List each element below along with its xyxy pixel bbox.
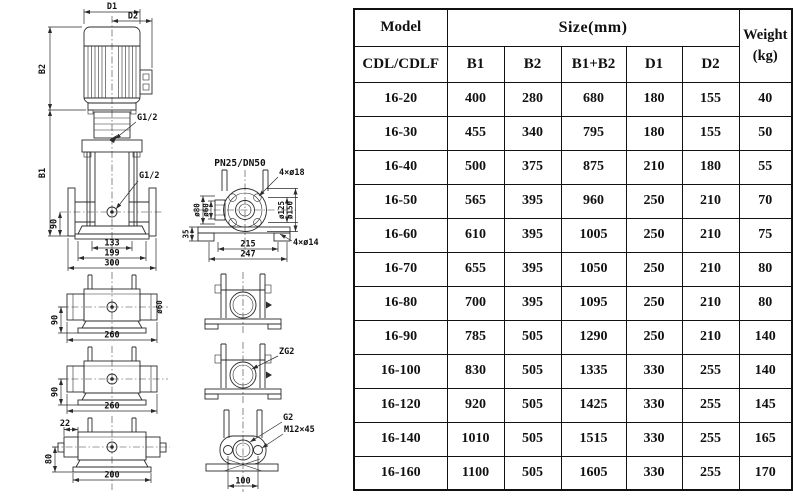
- header-weight-line1: Weight: [743, 27, 788, 44]
- cell-d2: 155: [682, 116, 739, 150]
- header-col-b1: B1: [447, 46, 504, 82]
- m12x45-bolt-label: M12×45: [284, 425, 315, 435]
- spec-table-row: [354, 184, 792, 218]
- dim-133-label: 133: [104, 238, 120, 249]
- cell-d2: 210: [682, 184, 739, 218]
- cell-b1: 610: [447, 218, 504, 252]
- cell-b1: 700: [447, 286, 504, 320]
- cell-d1: 180: [626, 116, 682, 150]
- dia-125-label: ø125: [277, 200, 286, 220]
- cell-model: 16-40: [354, 150, 447, 184]
- cell-b2: 505: [504, 354, 561, 388]
- cell-b1: 1100: [447, 456, 504, 490]
- dim-199-label: 199: [104, 248, 120, 259]
- cell-b1: 785: [447, 320, 504, 354]
- cell-weight: 80: [739, 286, 792, 320]
- cell-b2: 505: [504, 456, 561, 490]
- cell-d1: 210: [626, 150, 682, 184]
- side-view-3: [45, 416, 171, 490]
- side-view-2: [51, 346, 169, 414]
- spec-table-row: [354, 388, 792, 422]
- sv1-dia-60-label: ø60: [155, 300, 164, 314]
- dim-90-label: 90: [49, 218, 60, 230]
- cell-d2: 255: [682, 388, 739, 422]
- dim-d1-label: D1: [106, 2, 118, 12]
- header-model: Model: [354, 9, 447, 46]
- dim-35-label: 35: [181, 229, 191, 239]
- cell-b2: 395: [504, 218, 561, 252]
- sv3-dim-200-label: 200: [104, 470, 120, 481]
- cell-b1: 565: [447, 184, 504, 218]
- cell-d2: 255: [682, 456, 739, 490]
- cell-b1b2: 1005: [561, 218, 626, 252]
- cell-b1: 1010: [447, 422, 504, 456]
- cell-d2: 255: [682, 354, 739, 388]
- sv1-dim-260-label: 260: [104, 330, 120, 341]
- cell-model: 16-30: [354, 116, 447, 150]
- cell-d1: 330: [626, 422, 682, 456]
- cell-weight: 140: [739, 354, 792, 388]
- sv3-dim-22-label: 22: [59, 419, 71, 429]
- spec-table-row: [354, 456, 792, 490]
- cell-weight: 80: [739, 252, 792, 286]
- spec-table-body: [354, 82, 792, 490]
- cell-model: 16-80: [354, 286, 447, 320]
- zg2-thread-label: ZG2: [279, 347, 295, 357]
- front-view: [60, 16, 164, 269]
- cell-d1: 180: [626, 82, 682, 116]
- cell-b1b2: 960: [561, 184, 626, 218]
- cell-b2: 280: [504, 82, 561, 116]
- flange-view: [182, 158, 319, 262]
- cell-b1b2: 1425: [561, 388, 626, 422]
- port-view-1: [205, 272, 281, 333]
- dia-60-label: ø60: [201, 203, 211, 217]
- dim-b1-label: B1: [38, 167, 48, 179]
- cell-d1: 330: [626, 354, 682, 388]
- bolt-holes-bottom-label: 4×ø14: [293, 238, 319, 248]
- cell-d1: 330: [626, 456, 682, 490]
- cell-model: 16-70: [354, 252, 447, 286]
- cell-b2: 340: [504, 116, 561, 150]
- cell-b1: 830: [447, 354, 504, 388]
- cell-model: 16-60: [354, 218, 447, 252]
- header-col-d1: D1: [626, 46, 682, 82]
- dim-300-label: 300: [104, 258, 120, 269]
- cell-d2: 210: [682, 252, 739, 286]
- cell-b2: 395: [504, 286, 561, 320]
- sv2-dim-260-label: 260: [104, 401, 120, 412]
- cell-weight: 170: [739, 456, 792, 490]
- cell-weight: 40: [739, 82, 792, 116]
- spec-table-row: [354, 252, 792, 286]
- cell-d1: 250: [626, 252, 682, 286]
- side-view-1: [51, 272, 169, 343]
- cell-b1: 400: [447, 82, 504, 116]
- header-model-sub: CDL/CDLF: [354, 46, 447, 82]
- port-g12-upper-label: G1/2: [137, 113, 158, 123]
- cell-b1b2: 1290: [561, 320, 626, 354]
- cell-model: 16-50: [354, 184, 447, 218]
- cell-d2: 210: [682, 320, 739, 354]
- cell-b1: 655: [447, 252, 504, 286]
- spec-table-row: [354, 422, 792, 456]
- spec-table-row: [354, 286, 792, 320]
- dim-100-label: 100: [235, 476, 251, 487]
- cell-b1: 920: [447, 388, 504, 422]
- cell-weight: 70: [739, 184, 792, 218]
- cell-d1: 250: [626, 218, 682, 252]
- header-col-b1b2: B1+B2: [561, 46, 626, 82]
- sv1-dim-90-label: 90: [50, 314, 61, 326]
- dim-247-label: 247: [240, 249, 256, 260]
- cell-weight: 140: [739, 320, 792, 354]
- sv2-dim-90-label: 90: [50, 386, 61, 398]
- spec-table-row: [354, 82, 792, 116]
- port-view-2: [205, 342, 294, 403]
- cell-b2: 375: [504, 150, 561, 184]
- cell-d2: 180: [682, 150, 739, 184]
- spec-table-pane: [353, 8, 793, 491]
- cell-d2: 155: [682, 82, 739, 116]
- cell-d1: 250: [626, 286, 682, 320]
- cell-weight: 55: [739, 150, 792, 184]
- cell-b1: 455: [447, 116, 504, 150]
- flange-title: PN25/DN50: [214, 158, 266, 169]
- cell-b1b2: 1095: [561, 286, 626, 320]
- dia-150-label: ø150: [285, 200, 295, 220]
- port-g12-lower-label: G1/2: [139, 171, 160, 181]
- cell-b1b2: 680: [561, 82, 626, 116]
- header-size-group: Size(mm): [447, 9, 739, 46]
- cell-weight: 145: [739, 388, 792, 422]
- spec-table-row: [354, 218, 792, 252]
- cell-d1: 330: [626, 388, 682, 422]
- cell-b2: 505: [504, 422, 561, 456]
- bolt-holes-top-label: 4×ø18: [279, 168, 305, 178]
- cell-d2: 210: [682, 218, 739, 252]
- cell-b1b2: 1515: [561, 422, 626, 456]
- header-col-b2: B2: [504, 46, 561, 82]
- cell-model: 16-120: [354, 388, 447, 422]
- spec-table: [353, 8, 793, 491]
- spec-table-row: [354, 150, 792, 184]
- cell-b2: 395: [504, 184, 561, 218]
- dim-215-label: 215: [240, 239, 256, 250]
- cell-weight: 50: [739, 116, 792, 150]
- cell-d1: 250: [626, 320, 682, 354]
- cell-weight: 165: [739, 422, 792, 456]
- drawing-svg: [0, 0, 352, 500]
- cell-b1b2: 1335: [561, 354, 626, 388]
- port-view-3: [206, 408, 315, 492]
- header-weight-line2: (kg): [752, 47, 778, 64]
- header-weight: [739, 9, 792, 82]
- cell-d2: 255: [682, 422, 739, 456]
- cell-b2: 395: [504, 252, 561, 286]
- dia-80-label: ø80: [192, 203, 202, 217]
- pump-technical-drawing: [0, 0, 352, 500]
- sv3-dim-80-label: 80: [44, 453, 55, 465]
- front-view-dimensions: [38, 2, 159, 271]
- cell-b2: 505: [504, 320, 561, 354]
- cell-d2: 210: [682, 286, 739, 320]
- cell-model: 16-160: [354, 456, 447, 490]
- dim-d2-label: D2: [127, 11, 139, 22]
- cell-b1b2: 1050: [561, 252, 626, 286]
- cell-model: 16-140: [354, 422, 447, 456]
- spec-table-row: [354, 320, 792, 354]
- dim-b2-label: B2: [38, 63, 48, 75]
- cell-b1b2: 795: [561, 116, 626, 150]
- cell-b1: 500: [447, 150, 504, 184]
- cell-d1: 250: [626, 184, 682, 218]
- cell-model: 16-20: [354, 82, 447, 116]
- cell-weight: 75: [739, 218, 792, 252]
- cell-b2: 505: [504, 388, 561, 422]
- spec-table-row: [354, 116, 792, 150]
- spec-table-row: [354, 354, 792, 388]
- header-col-d2: D2: [682, 46, 739, 82]
- cell-model: 16-90: [354, 320, 447, 354]
- cell-model: 16-100: [354, 354, 447, 388]
- cell-b1b2: 1605: [561, 456, 626, 490]
- g2-thread-label: G2: [283, 413, 294, 423]
- cell-b1b2: 875: [561, 150, 626, 184]
